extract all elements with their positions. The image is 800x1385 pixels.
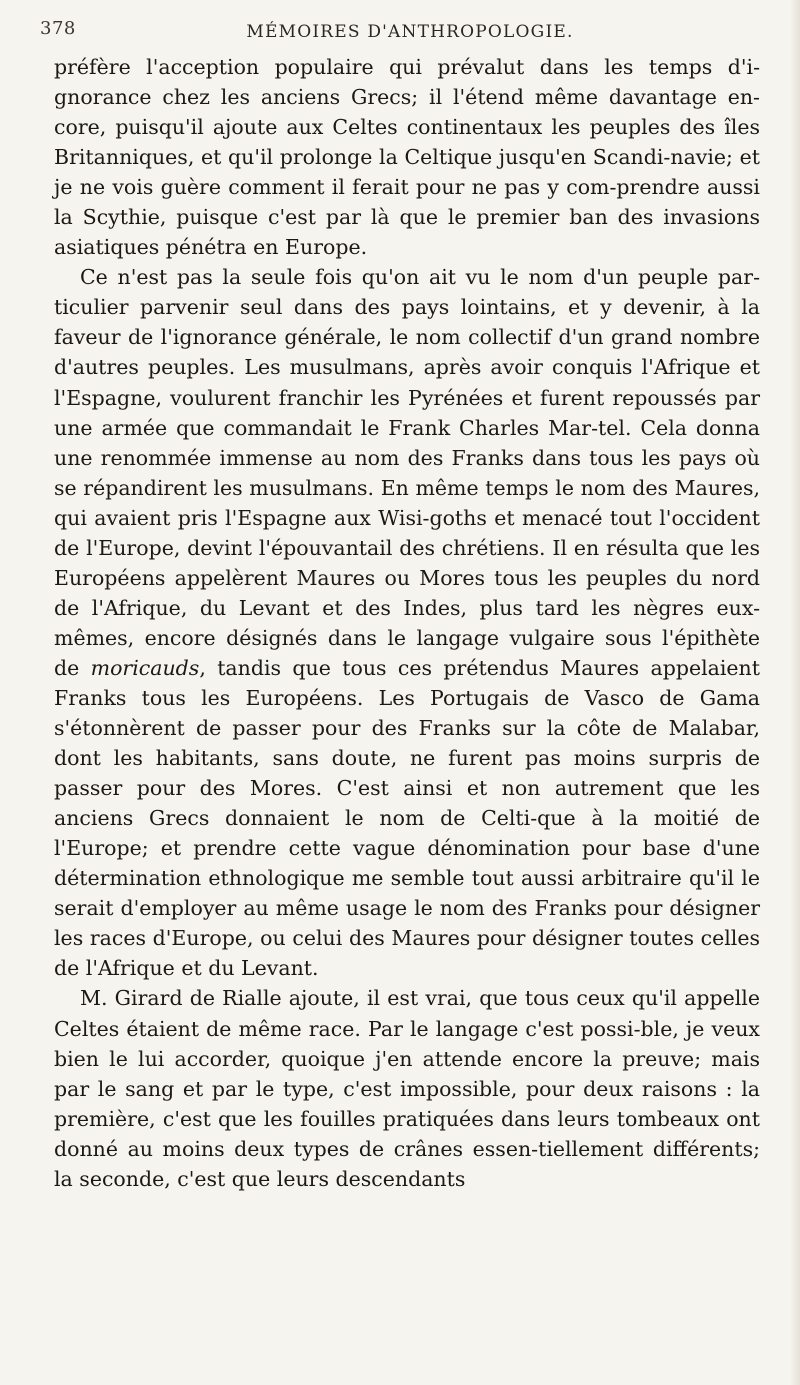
paragraph-2 xyxy=(54,262,760,983)
body-text xyxy=(54,52,760,1194)
page-number: 378 xyxy=(40,18,76,39)
paragraph-1: préfère l'acception populaire qui prévalut dans les temps d'i-gnorance chez les anciens Grecs; il l'étend même davantage en-core, puisqu'il ajoute aux Celtes continentaux les peuples des îles Britanniques, et qu'il prolonge la Celtique jusqu'en Scandi-navie; et je ne vois guère comment il ferait pour ne pas y com-prendre aussi la Scythie, puisque c'est par là que le premier ban des invasions asiatiques pénétra en Europe. xyxy=(54,55,760,260)
running-title: MÉMOIRES D'ANTHROPOLOGIE. xyxy=(246,22,574,42)
paragraph-2-text-b: , tandis que tous ces prétendus Maures appelaient Franks tous les Européens. Les Portugais de Vasco de Gama s'étonnèrent de passer pour des Franks sur la côte de Malabar, dont les habitants, sans doute, ne furent pas moins surpris de passer pour des Mores. C'est ainsi et non autrement que les anciens Grecs donnaient le nom de Celti-que à la moitié de l'Europe; et prendre cette vague dénomination pour base d'une détermination ethnologique me semble tout aussi arbitraire qu'il le serait d'employer au même usage le nom des Franks pour désigner les races d'Europe, ou celui des Maures pour désigner toutes celles de l'Afrique et du Levant. xyxy=(54,655,760,981)
paragraph-3: M. Girard de Rialle ajoute, il est vrai, que tous ceux qu'il appelle Celtes étaient de même race. Par le langage c'est possi-ble, je veux bien le lui accorder, quoique j'en attende encore la preuve; mais par le sang et par le type, c'est impossible, pour deux raisons : la première, c'est que les fouilles pratiquées dans leurs tombeaux ont donné au moins deux types de crânes essen-tiellement différents; la seconde, c'est que leurs descendants xyxy=(54,986,760,1191)
italic-term-moricauds: moricauds xyxy=(90,655,200,680)
page-edge-shadow xyxy=(790,0,800,1385)
paragraph-2-text-a: Ce n'est pas la seule fois qu'on ait vu le nom d'un peuple par-ticulier parvenir seul dans des pays lointains, et y devenir, à la faveur de l'ignorance générale, le nom collectif d'un grand nombre d'autres peuples. Les musulmans, après avoir conquis l'Afrique et l'Espagne, voulurent franchir les Pyrénées et furent repoussés par une armée que commandait le Frank Charles Mar-tel. Cela donna une renommée immense au nom des Franks dans tous les pays où se répandirent les musulmans. En même temps le nom des Maures, qui avaient pris l'Espagne aux Wisi-goths et menacé tout l'occident de l'Europe, devint l'épouvantail des chrétiens. Il en résulta que les Européens appelèrent Maures ou Mores tous les peuples du nord de l'Afrique, du Levant et des Indes, plus tard les nègres eux-mêmes, encore désignés dans le langage vulgaire sous l'épithète de xyxy=(54,265,760,680)
